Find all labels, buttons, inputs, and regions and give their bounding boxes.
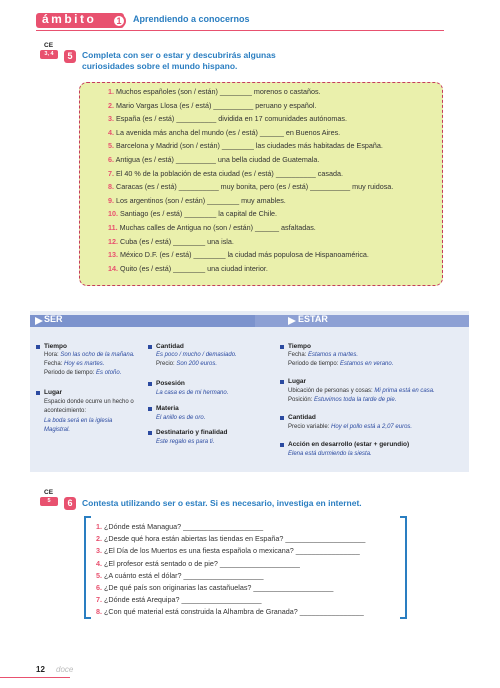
item-number: 10.	[108, 209, 118, 219]
exercise-item	[108, 223, 316, 233]
question-item	[96, 607, 364, 616]
exercise-item	[108, 209, 277, 219]
ser-cantidad-heading: Cantidad	[156, 343, 184, 350]
header-divider	[36, 30, 444, 31]
exercise-number: 5	[64, 50, 76, 63]
item-text: Barcelona y Madrid (son / están) ________ las ciudades más habitadas de España.	[116, 141, 383, 151]
estar-fecha: Fecha: Estamos a martes.	[288, 352, 359, 358]
question-item	[96, 595, 261, 604]
exercise-item	[108, 250, 369, 260]
bullet-square-icon	[36, 391, 40, 395]
question-item	[96, 522, 263, 531]
instruction-line-2: curiosidades sobre el mundo hispano.	[82, 61, 238, 71]
exercise-instruction: Contesta utilizando ser o estar. Si es necesario, investiga en internet.	[82, 498, 362, 508]
bullet-square-icon	[36, 345, 40, 349]
item-number: 3.	[108, 114, 114, 124]
ce-label: CE	[44, 42, 54, 49]
item-text: Quito (es / está) ________ una ciudad interior.	[120, 263, 268, 273]
exercise-item	[108, 196, 286, 206]
question-item	[96, 583, 333, 592]
item-number: 6.	[108, 155, 114, 164]
ambito-label: ámbito	[42, 12, 97, 26]
item-text: ¿Desde qué hora están abiertas las tiendas en España? ____________________	[104, 534, 366, 544]
exercise-item	[108, 87, 321, 97]
right-bracket	[400, 516, 407, 619]
exercise-item	[108, 237, 234, 247]
ser-header-bar	[30, 315, 255, 327]
estar-accion-example: Elena está durmiendo la siesta.	[288, 451, 372, 457]
item-number: 14.	[108, 263, 118, 273]
exercise-item	[108, 128, 340, 138]
item-text: México D.F. (es / está) ________ la ciudad más populosa de Hispanoamérica.	[120, 250, 369, 260]
bullet-square-icon	[280, 345, 284, 349]
item-text: Muchas calles de Antigua no (son / están) ______ asfaltadas.	[119, 223, 316, 232]
left-bracket	[84, 516, 91, 619]
footer-divider-left	[0, 677, 30, 678]
item-number: 5.	[96, 570, 102, 580]
ambito-number: 1	[112, 14, 126, 28]
item-number: 13.	[108, 250, 118, 260]
ser-title: SER	[44, 314, 63, 324]
item-text: Santiago (es / está) ________ la capital de Chile.	[120, 209, 278, 219]
exercise-number: 6	[64, 497, 76, 510]
item-text: Antigua (es / está) __________ una bella ciudad de Guatemala.	[115, 155, 320, 164]
question-item	[96, 559, 300, 568]
exercise-item	[108, 182, 393, 192]
ser-periodo: Periodo de tiempo: Es otoño.	[44, 370, 122, 376]
exercise-item	[108, 141, 383, 151]
arrow-icon	[35, 317, 43, 325]
item-number: 12.	[108, 236, 118, 246]
ser-hora: Hora: Son las ocho de la mañana.	[44, 352, 135, 358]
estar-cantidad-heading: Cantidad	[288, 414, 316, 421]
ser-fecha: Fecha: Hoy es martes.	[44, 361, 105, 367]
item-number: 8.	[96, 607, 102, 617]
ser-precio: Precio: Son 200 euros.	[156, 361, 218, 367]
ser-lugar-text-2: acontecimiento:	[44, 408, 87, 414]
item-text: Caracas (es / está) __________ muy bonita, pero (es / está) __________ muy ruidosa.	[116, 182, 394, 192]
exercise-item	[108, 155, 319, 165]
exercise-item	[108, 169, 343, 179]
item-number: 2.	[108, 100, 114, 110]
item-number: 4.	[96, 558, 102, 568]
item-number: 11.	[108, 223, 118, 232]
page-number: 12	[36, 665, 45, 674]
item-text: España (es / está) __________ dividida en 17 comunidades autónomas.	[116, 114, 347, 124]
item-text: ¿Con qué material está construida la Alhambra de Granada? ________________	[104, 607, 364, 617]
bullet-square-icon	[148, 407, 152, 411]
ce-badge: 5	[40, 497, 58, 506]
ser-posesion-heading: Posesión	[156, 380, 185, 387]
ser-lugar-heading: Lugar	[44, 389, 63, 396]
item-text: Muchos españoles (son / están) ________ morenos o castaños.	[116, 87, 321, 96]
item-text: Cuba (es / está) ________ una isla.	[120, 236, 234, 246]
exercise-item	[108, 264, 268, 274]
item-number: 5.	[108, 141, 114, 151]
item-number: 1.	[96, 522, 102, 531]
instruction-line-1: Completa con ser o estar y descubrirás algunas	[82, 50, 276, 60]
item-text: Los argentinos (son / están) ________ muy amables.	[116, 195, 286, 205]
question-item	[96, 546, 360, 555]
bullet-square-icon	[280, 443, 284, 447]
estar-ubicacion: Ubicación de personas y cosas: Mi prima está en casa.	[288, 388, 435, 394]
bullet-square-icon	[148, 431, 152, 435]
estar-title: ESTAR	[298, 314, 328, 324]
page-number-word: doce	[56, 665, 74, 674]
footer-divider	[30, 677, 70, 678]
item-number: 3.	[96, 546, 102, 556]
item-text: ¿El profesor está sentado o de pie? ____________________	[104, 558, 300, 568]
item-number: 7.	[108, 168, 114, 178]
bullet-square-icon	[148, 382, 152, 386]
estar-tiempo-heading: Tiempo	[288, 343, 311, 350]
item-number: 7.	[96, 595, 102, 605]
item-text: ¿El Día de los Muertos es una fiesta española o mexicana? ________________	[104, 546, 360, 556]
item-text: La avenida más ancha del mundo (es / está) ______ en Buenos Aires.	[116, 127, 341, 137]
exercise-instruction	[82, 50, 276, 72]
item-text: ¿Dónde está Arequipa? ____________________	[104, 595, 262, 605]
item-text: Mario Vargas Llosa (es / está) __________ peruano y español.	[116, 100, 317, 110]
arrow-icon	[288, 317, 296, 325]
ser-materia-example: El anillo es de oro.	[156, 415, 206, 421]
item-number: 1.	[108, 87, 114, 96]
ser-lugar-example-1: La boda será en la iglesia	[44, 418, 113, 424]
item-number: 2.	[96, 534, 102, 544]
bullet-square-icon	[148, 345, 152, 349]
exercise-item	[108, 101, 316, 111]
estar-periodo: Periodo de tiempo: Estamos en verano.	[288, 361, 394, 367]
item-number: 8.	[108, 182, 114, 192]
item-text: ¿Dónde está Managua? ____________________	[104, 522, 264, 531]
estar-lugar-heading: Lugar	[288, 378, 307, 385]
ser-destinatario-heading: Destinatario y finalidad	[156, 429, 228, 436]
estar-posicion: Posición: Estuvimos toda la tarde de pie.	[288, 397, 397, 403]
question-item	[96, 534, 365, 543]
ser-destinatario-example: Este regalo es para ti.	[156, 439, 215, 445]
ser-materia-heading: Materia	[156, 405, 179, 412]
item-number: 4.	[108, 127, 114, 137]
ce-badge: 3, 4	[40, 50, 58, 59]
unit-title: Aprendiendo a conocernos	[133, 14, 250, 24]
ser-tiempo-heading: Tiempo	[44, 343, 67, 350]
item-text: El 40 % de la población de esta ciudad (es / está) __________ casada.	[116, 168, 343, 178]
ser-posesion-example: La casa es de mi hermano.	[156, 390, 229, 396]
item-text: ¿De qué país son originarias las castañuelas? ____________________	[104, 583, 334, 592]
bullet-square-icon	[280, 416, 284, 420]
estar-accion-heading: Acción en desarrollo (estar + gerundio)	[288, 441, 410, 448]
ser-lugar-example-2: Magistral.	[44, 427, 71, 433]
item-number: 9.	[108, 195, 114, 205]
ser-lugar-text-1: Espacio donde ocurre un hecho o	[44, 399, 134, 405]
bullet-square-icon	[280, 380, 284, 384]
estar-precio: Precio variable: Hoy el pollo está a 2,07 euros.	[288, 424, 413, 430]
ce-label: CE	[44, 489, 54, 496]
ser-cantidad-example: Es poco / mucho / demasiado.	[156, 352, 237, 358]
item-number: 6.	[96, 583, 102, 592]
exercise-item	[108, 114, 347, 124]
item-text: ¿A cuánto está el dólar? ____________________	[104, 570, 264, 580]
question-item	[96, 571, 263, 580]
